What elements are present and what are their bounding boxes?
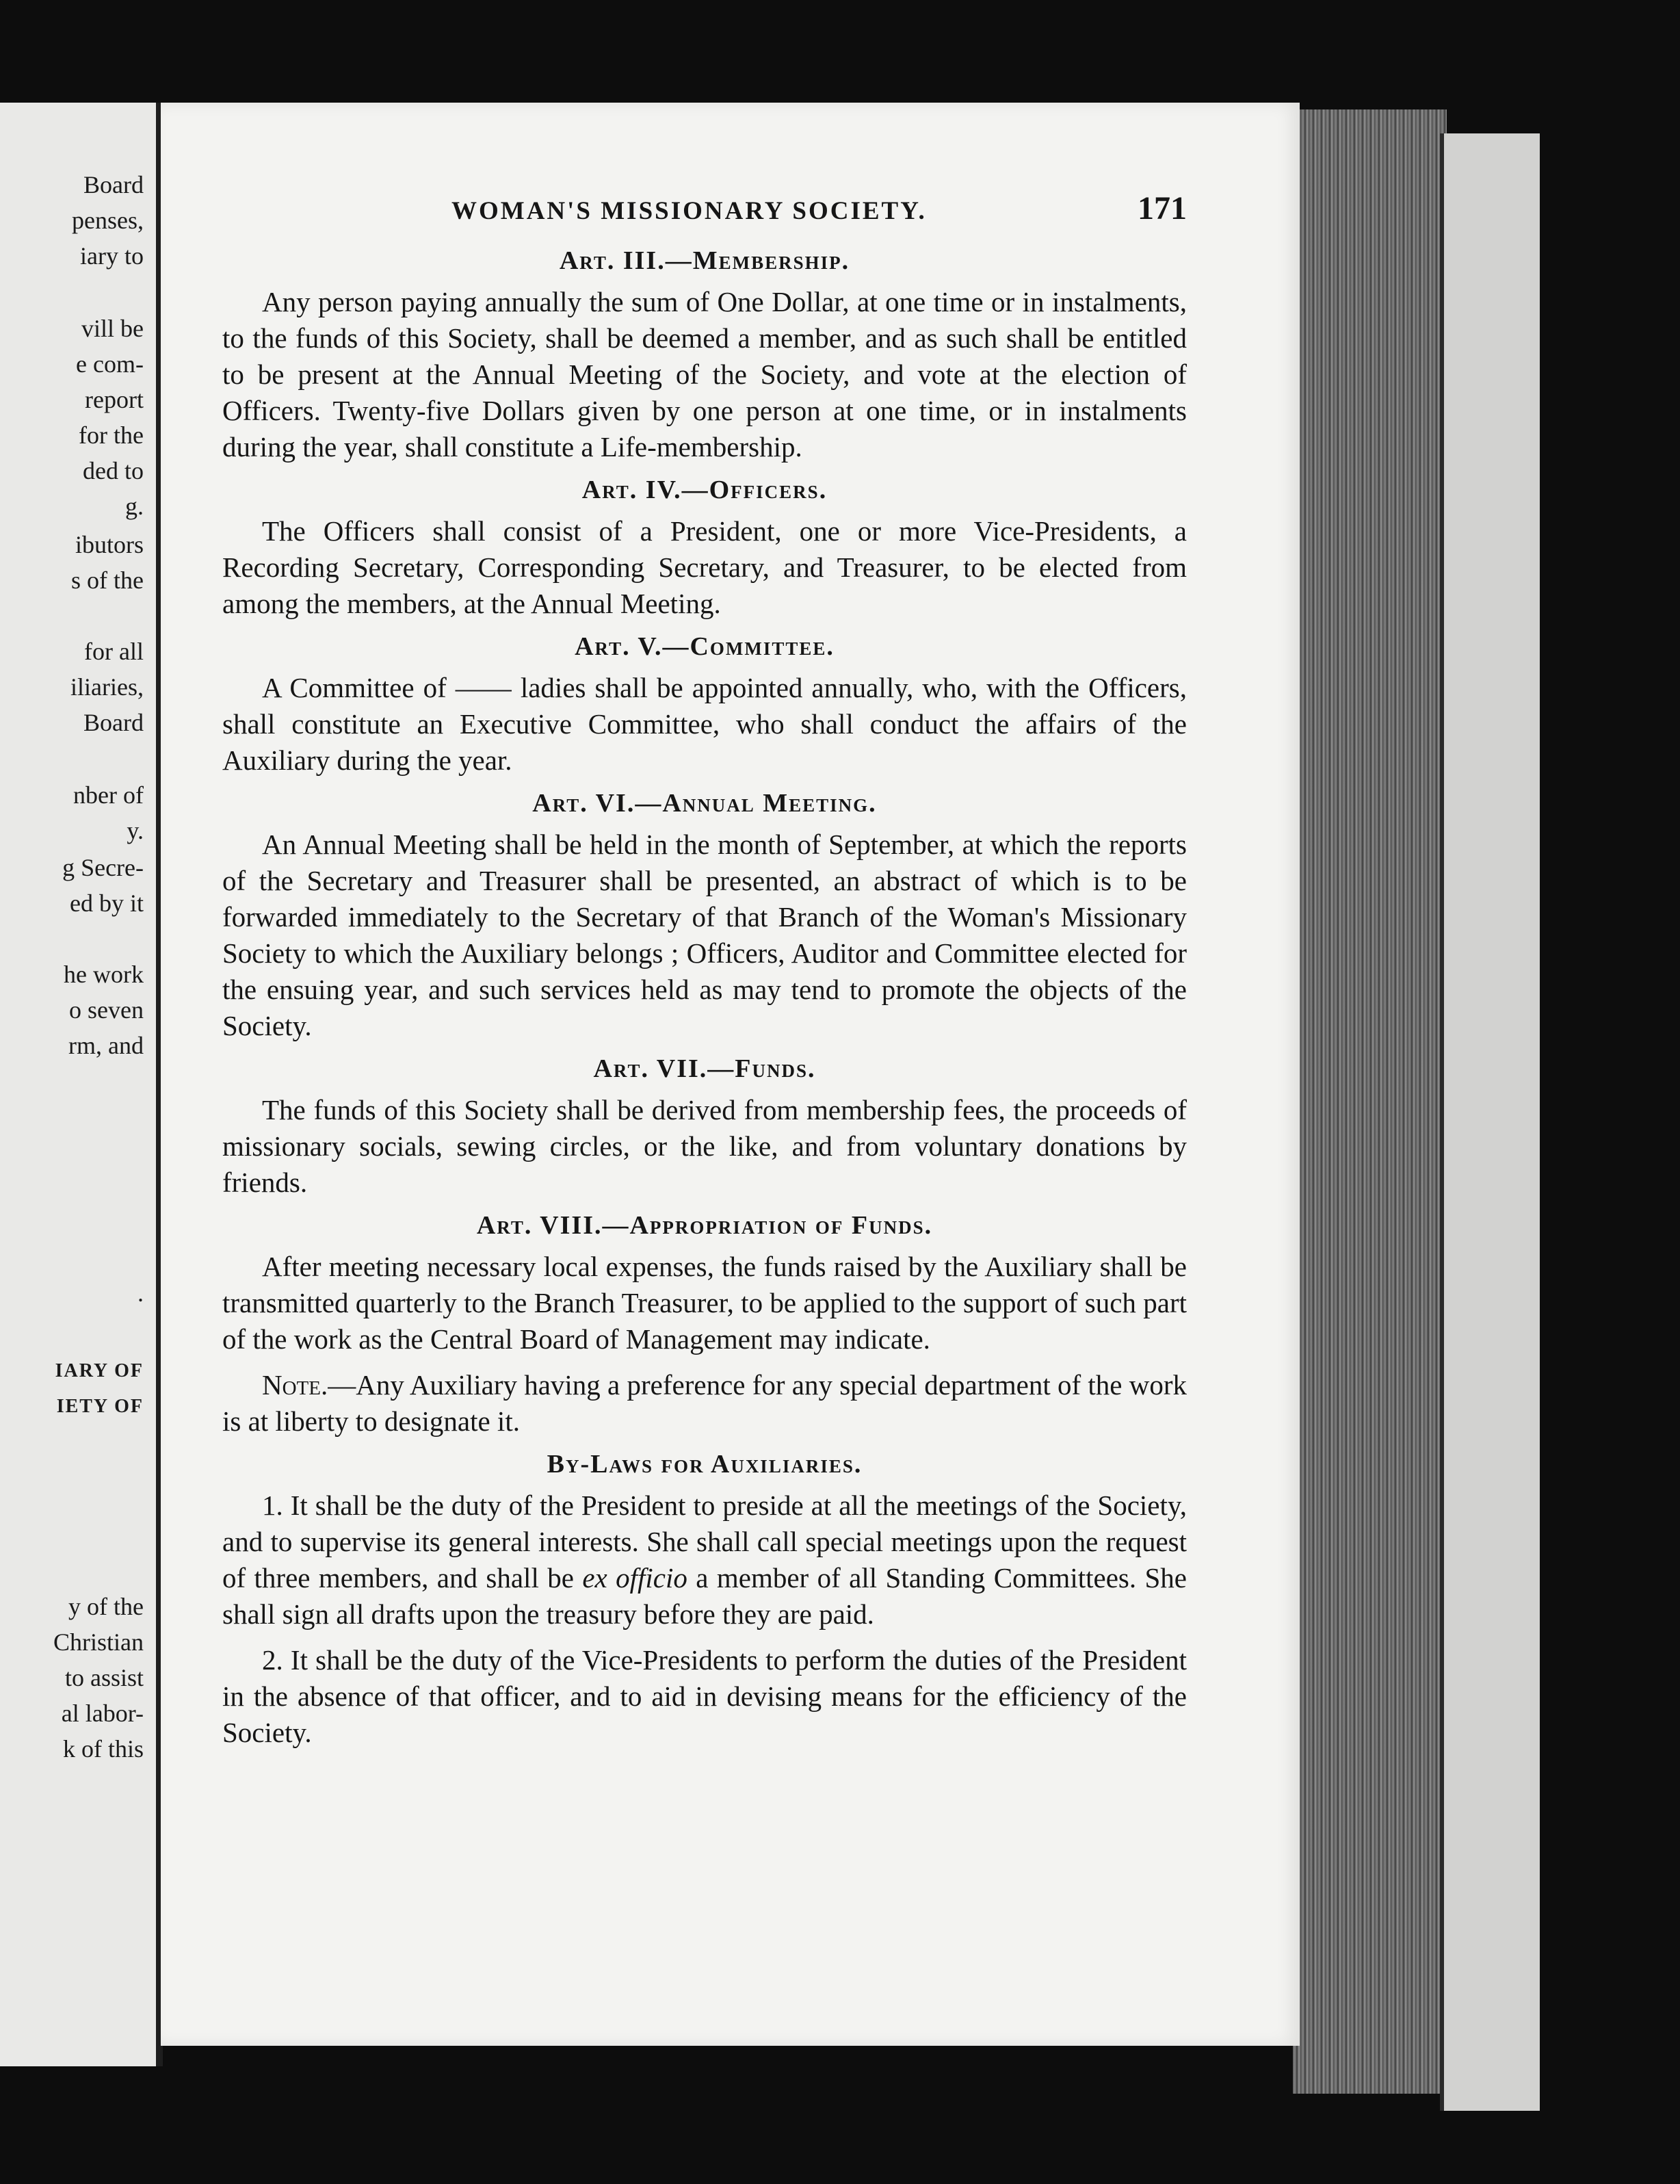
left-page-text-fragment: k of this (62, 1735, 144, 1763)
left-page-text-fragment: y of the (68, 1593, 144, 1620)
bylaw-italic-text: ex officio (582, 1562, 687, 1594)
section-heading: Art. VII.—Funds. (593, 1054, 816, 1083)
bylaw-item (222, 1487, 1187, 1633)
left-page-text-fragment: iary to (80, 242, 144, 270)
section-paragraph: An Annual Meeting shall be held in the month of September, at which the reports of the Secretary and Treasurer shall be presented, an abstract of which is to be forwarded immediately to the Secretary of that Branch of the Woman's Missionary Society to which the Auxiliary belongs ; Officers, Auditor and Committee elected for the ensuing year, and such services held as may tend to promote the objects of the Society. (222, 829, 1187, 1041)
note-text: —Any Auxiliary having a preference for any special department of the work is at liberty to designate it. (222, 1369, 1187, 1437)
left-page-text-fragment: al labor- (61, 1700, 144, 1727)
left-page-text-fragment: iliaries, (70, 673, 144, 701)
section-heading: Art. V.—Committee. (575, 632, 835, 661)
bylaws-heading: By-Laws for Auxiliaries. (547, 1450, 863, 1479)
page-text-block (222, 174, 1187, 1760)
section-paragraph: The Officers shall consist of a President, one or more Vice-Presidents, a Recording Secretary, Corresponding Secretary, and Treasurer, to be elected from among the members, at the Annual Meeting. (222, 515, 1187, 619)
bylaw-text: 1. It shall be the duty of the President to preside at all the meetings of the Society, and to supervise its general interests. She shall call special meetings upon the request of three members, and shall be (222, 1490, 1187, 1594)
left-page-text-fragment: g Secre- (62, 854, 144, 881)
left-page-text-fragment: rm, and (68, 1032, 144, 1059)
book-cover-edge (1440, 133, 1540, 2111)
bylaw-text: a member of all Standing Committees. She shall sign all drafts upon the treasury before they are paid. (222, 1562, 1187, 1630)
left-page-text-fragment: o seven (69, 996, 144, 1024)
book-page-edge (1293, 109, 1447, 2094)
left-page-text-fragment: g. (125, 493, 144, 520)
left-page-text-fragment: . (137, 1279, 144, 1307)
left-page-text-fragment: IARY OF (55, 1360, 144, 1381)
left-page-text-fragment: penses, (72, 207, 144, 234)
bylaw-item (222, 1642, 1187, 1751)
left-page-text-fragment: s of the (71, 567, 144, 594)
section-paragraph: A Committee of —— ladies shall be appointed annually, who, with the Officers, shall constitute an Executive Committee, who shall conduct the affairs of the Auxiliary during the year. (222, 672, 1187, 776)
page-number: 171 (1138, 190, 1187, 226)
section-heading: Art. IV.—Officers. (581, 476, 828, 504)
left-page-text-fragment: y. (127, 817, 144, 844)
section-heading: Art. III.—Membership. (559, 246, 850, 275)
note-paragraph (222, 1367, 1187, 1440)
section-paragraph: After meeting necessary local expenses, the funds raised by the Auxiliary shall be transmitted quarterly to the Branch Treasurer, to be applied to the support of such part of the work as the Central Board of Management may indicate. (222, 1251, 1187, 1355)
note-label: Note. (262, 1369, 328, 1401)
left-page-text-fragment: Christian (53, 1628, 144, 1656)
running-head (222, 174, 1187, 236)
left-page-text-fragment: nber of (73, 781, 144, 809)
bylaw-text: 2. It shall be the duty of the Vice-Presidents to perform the duties of the President in the absence of that officer, and to aid in devising means for the efficiency of the Society. (222, 1644, 1187, 1748)
left-page-text-fragment: ded to (83, 457, 144, 484)
left-page-text-fragment: vill be (81, 315, 144, 342)
section-heading: Art. VIII.—Appropriation of Funds. (476, 1211, 933, 1240)
left-page-text-fragment: report (85, 386, 144, 413)
left-page-text-fragment: for the (79, 421, 144, 449)
left-page-text-fragment: he work (64, 961, 144, 988)
left-page-text-fragment: Board (83, 171, 144, 198)
section-paragraph: The funds of this Society shall be derived from membership fees, the proceeds of missionary socials, sewing circles, or the like, and from voluntary donations by friends. (222, 1094, 1187, 1198)
section-paragraph: Any person paying annually the sum of One Dollar, at one time or in instalments, to the funds of this Society, shall be deemed a member, and as such shall be entitled to be present at the Annual Meeting of the Society, and vote at the election of Officers. Twenty-five Dollars given by one person at one time, or in instalments during the year, shall constitute a Life-membership. (222, 286, 1187, 463)
left-page-text-fragment: to assist (64, 1664, 144, 1691)
left-page-text-fragment: e com- (76, 350, 144, 378)
left-page-text-fragment: ibutors (75, 531, 144, 558)
left-page-text-fragment: Board (83, 709, 144, 736)
left-page-text-fragment: IETY OF (56, 1396, 144, 1417)
left-page-text-fragment: for all (84, 638, 144, 665)
left-facing-page (0, 103, 163, 2066)
left-page-text-fragment: ed by it (70, 889, 144, 917)
section-heading: Art. VI.—Annual Meeting. (532, 789, 877, 818)
running-title: WOMAN'S MISSIONARY SOCIETY. (451, 197, 927, 225)
